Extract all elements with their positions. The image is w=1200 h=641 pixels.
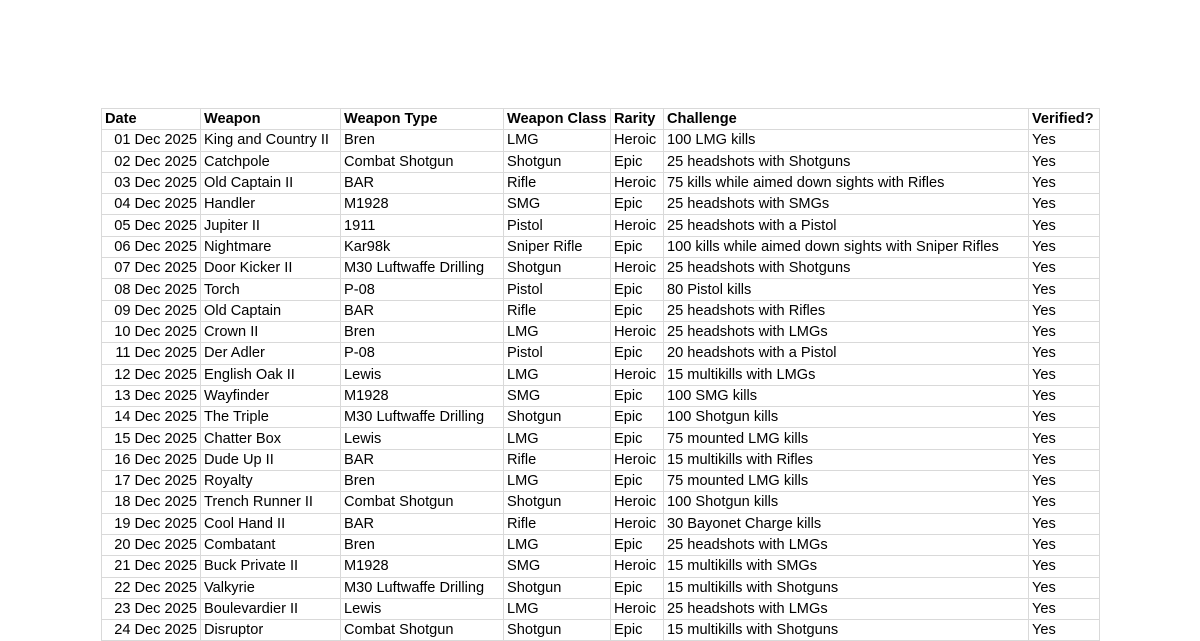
weapon-cell: Door Kicker II [201, 258, 341, 279]
challenge-cell: 75 kills while aimed down sights with Rifles [664, 172, 1029, 193]
table-row [102, 471, 1100, 492]
verified-cell: Yes [1029, 428, 1100, 449]
date-cell: 24 Dec 2025 [102, 620, 201, 641]
weapon-type-cell: BAR [341, 449, 504, 470]
table-row [102, 321, 1100, 342]
weapon-type-cell: Kar98k [341, 236, 504, 257]
weapon-type-cell: Combat Shotgun [341, 151, 504, 172]
weapon-class-cell: Shotgun [504, 407, 611, 428]
table-row [102, 407, 1100, 428]
weapon-class-cell: Pistol [504, 215, 611, 236]
weapon-cell: Valkyrie [201, 577, 341, 598]
table-row [102, 258, 1100, 279]
verified-cell: Yes [1029, 343, 1100, 364]
column-header-weapon-class: Weapon Class [504, 109, 611, 130]
challenge-cell: 25 headshots with a Pistol [664, 215, 1029, 236]
weapon-cell: Old Captain II [201, 172, 341, 193]
rarity-cell: Epic [611, 151, 664, 172]
spreadsheet-page [101, 108, 1099, 641]
weapon-cell: Torch [201, 279, 341, 300]
weapon-type-cell: M30 Luftwaffe Drilling [341, 258, 504, 279]
table-row [102, 279, 1100, 300]
verified-cell: Yes [1029, 471, 1100, 492]
column-header-date: Date [102, 109, 201, 130]
weapon-class-cell: SMG [504, 556, 611, 577]
rarity-cell: Epic [611, 407, 664, 428]
rarity-cell: Epic [611, 194, 664, 215]
challenge-cell: 25 headshots with LMGs [664, 598, 1029, 619]
date-cell: 11 Dec 2025 [102, 343, 201, 364]
weapon-class-cell: LMG [504, 130, 611, 151]
weapon-cell: Chatter Box [201, 428, 341, 449]
rarity-cell: Epic [611, 534, 664, 555]
weapon-class-cell: SMG [504, 385, 611, 406]
weapon-cell: Cool Hand II [201, 513, 341, 534]
weapon-cell: Old Captain [201, 300, 341, 321]
weapon-type-cell: 1911 [341, 215, 504, 236]
weapon-class-cell: Shotgun [504, 258, 611, 279]
table-row [102, 449, 1100, 470]
weapon-type-cell: Bren [341, 130, 504, 151]
table-row [102, 556, 1100, 577]
verified-cell: Yes [1029, 215, 1100, 236]
verified-cell: Yes [1029, 151, 1100, 172]
verified-cell: Yes [1029, 492, 1100, 513]
weapon-cell: Disruptor [201, 620, 341, 641]
challenge-cell: 100 Shotgun kills [664, 492, 1029, 513]
weapon-class-cell: Rifle [504, 172, 611, 193]
weapon-class-cell: SMG [504, 194, 611, 215]
rarity-cell: Heroic [611, 130, 664, 151]
table-row [102, 236, 1100, 257]
verified-cell: Yes [1029, 279, 1100, 300]
table-body [102, 130, 1100, 641]
date-cell: 19 Dec 2025 [102, 513, 201, 534]
challenge-cell: 15 multikills with Shotguns [664, 577, 1029, 598]
rarity-cell: Heroic [611, 321, 664, 342]
weapon-type-cell: Combat Shotgun [341, 492, 504, 513]
verified-cell: Yes [1029, 194, 1100, 215]
table-row [102, 598, 1100, 619]
verified-cell: Yes [1029, 130, 1100, 151]
challenge-cell: 80 Pistol kills [664, 279, 1029, 300]
column-header-verified: Verified? [1029, 109, 1100, 130]
rarity-cell: Epic [611, 300, 664, 321]
table-row [102, 513, 1100, 534]
table-row [102, 215, 1100, 236]
weapon-class-cell: Pistol [504, 343, 611, 364]
rarity-cell: Epic [611, 279, 664, 300]
date-cell: 21 Dec 2025 [102, 556, 201, 577]
weapon-cell: Buck Private II [201, 556, 341, 577]
date-cell: 15 Dec 2025 [102, 428, 201, 449]
date-cell: 14 Dec 2025 [102, 407, 201, 428]
verified-cell: Yes [1029, 534, 1100, 555]
rarity-cell: Heroic [611, 258, 664, 279]
date-cell: 10 Dec 2025 [102, 321, 201, 342]
weapon-cell: The Triple [201, 407, 341, 428]
table-row [102, 620, 1100, 641]
weapon-type-cell: Lewis [341, 428, 504, 449]
verified-cell: Yes [1029, 364, 1100, 385]
challenge-cell: 100 SMG kills [664, 385, 1029, 406]
weapon-cell: King and Country II [201, 130, 341, 151]
date-cell: 06 Dec 2025 [102, 236, 201, 257]
weapon-class-cell: Shotgun [504, 620, 611, 641]
challenge-cell: 25 headshots with Shotguns [664, 151, 1029, 172]
weapon-class-cell: Rifle [504, 449, 611, 470]
verified-cell: Yes [1029, 172, 1100, 193]
weapon-type-cell: P-08 [341, 343, 504, 364]
verified-cell: Yes [1029, 577, 1100, 598]
rarity-cell: Heroic [611, 215, 664, 236]
weapon-type-cell: M1928 [341, 194, 504, 215]
weapon-type-cell: M1928 [341, 556, 504, 577]
weapon-class-cell: LMG [504, 598, 611, 619]
rarity-cell: Epic [611, 428, 664, 449]
date-cell: 12 Dec 2025 [102, 364, 201, 385]
table-row [102, 364, 1100, 385]
rarity-cell: Epic [611, 620, 664, 641]
date-cell: 17 Dec 2025 [102, 471, 201, 492]
verified-cell: Yes [1029, 556, 1100, 577]
weapon-class-cell: Rifle [504, 300, 611, 321]
column-header-weapon-type: Weapon Type [341, 109, 504, 130]
rarity-cell: Heroic [611, 172, 664, 193]
challenge-cell: 25 headshots with LMGs [664, 534, 1029, 555]
weapon-cell: Catchpole [201, 151, 341, 172]
weapon-type-cell: Bren [341, 321, 504, 342]
verified-cell: Yes [1029, 236, 1100, 257]
date-cell: 05 Dec 2025 [102, 215, 201, 236]
weapon-class-cell: LMG [504, 471, 611, 492]
date-cell: 13 Dec 2025 [102, 385, 201, 406]
date-cell: 09 Dec 2025 [102, 300, 201, 321]
challenge-cell: 15 multikills with Rifles [664, 449, 1029, 470]
verified-cell: Yes [1029, 258, 1100, 279]
weapon-cell: Trench Runner II [201, 492, 341, 513]
table-row [102, 534, 1100, 555]
weapon-cell: Boulevardier II [201, 598, 341, 619]
date-cell: 20 Dec 2025 [102, 534, 201, 555]
weapon-type-cell: Combat Shotgun [341, 620, 504, 641]
weapon-type-cell: M30 Luftwaffe Drilling [341, 407, 504, 428]
table-row [102, 194, 1100, 215]
weapon-class-cell: Sniper Rifle [504, 236, 611, 257]
rarity-cell: Heroic [611, 449, 664, 470]
date-cell: 03 Dec 2025 [102, 172, 201, 193]
weapon-class-cell: Shotgun [504, 151, 611, 172]
date-cell: 23 Dec 2025 [102, 598, 201, 619]
challenge-cell: 75 mounted LMG kills [664, 428, 1029, 449]
challenge-cell: 15 multikills with Shotguns [664, 620, 1029, 641]
header-row [102, 109, 1100, 130]
weapon-type-cell: Lewis [341, 598, 504, 619]
challenge-cell: 30 Bayonet Charge kills [664, 513, 1029, 534]
weapon-type-cell: BAR [341, 513, 504, 534]
date-cell: 04 Dec 2025 [102, 194, 201, 215]
weapon-type-cell: P-08 [341, 279, 504, 300]
table-row [102, 385, 1100, 406]
rarity-cell: Heroic [611, 364, 664, 385]
challenge-cell: 15 multikills with SMGs [664, 556, 1029, 577]
column-header-challenge: Challenge [664, 109, 1029, 130]
weapon-cell: Wayfinder [201, 385, 341, 406]
weapon-class-cell: Rifle [504, 513, 611, 534]
challenge-cell: 20 headshots with a Pistol [664, 343, 1029, 364]
rarity-cell: Epic [611, 236, 664, 257]
rarity-cell: Epic [611, 471, 664, 492]
date-cell: 07 Dec 2025 [102, 258, 201, 279]
weapon-type-cell: M30 Luftwaffe Drilling [341, 577, 504, 598]
weapon-cell: Combatant [201, 534, 341, 555]
challenge-cell: 100 LMG kills [664, 130, 1029, 151]
weapon-class-cell: Shotgun [504, 492, 611, 513]
weapon-cell: Handler [201, 194, 341, 215]
rarity-cell: Epic [611, 385, 664, 406]
weapons-table [101, 108, 1100, 641]
challenge-cell: 25 headshots with Rifles [664, 300, 1029, 321]
weapon-cell: Dude Up II [201, 449, 341, 470]
challenge-cell: 25 headshots with SMGs [664, 194, 1029, 215]
column-header-rarity: Rarity [611, 109, 664, 130]
table-row [102, 130, 1100, 151]
table-row [102, 428, 1100, 449]
table-row [102, 151, 1100, 172]
weapon-type-cell: Bren [341, 534, 504, 555]
weapon-class-cell: LMG [504, 364, 611, 385]
verified-cell: Yes [1029, 385, 1100, 406]
rarity-cell: Heroic [611, 513, 664, 534]
table-row [102, 300, 1100, 321]
weapon-type-cell: Bren [341, 471, 504, 492]
date-cell: 02 Dec 2025 [102, 151, 201, 172]
weapon-cell: English Oak II [201, 364, 341, 385]
weapon-type-cell: Lewis [341, 364, 504, 385]
table-row [102, 172, 1100, 193]
verified-cell: Yes [1029, 513, 1100, 534]
challenge-cell: 15 multikills with LMGs [664, 364, 1029, 385]
weapon-type-cell: BAR [341, 300, 504, 321]
weapon-cell: Der Adler [201, 343, 341, 364]
column-header-weapon: Weapon [201, 109, 341, 130]
weapon-type-cell: M1928 [341, 385, 504, 406]
weapon-cell: Royalty [201, 471, 341, 492]
rarity-cell: Heroic [611, 492, 664, 513]
rarity-cell: Epic [611, 343, 664, 364]
date-cell: 22 Dec 2025 [102, 577, 201, 598]
weapon-class-cell: LMG [504, 321, 611, 342]
weapon-cell: Nightmare [201, 236, 341, 257]
weapon-class-cell: LMG [504, 428, 611, 449]
date-cell: 08 Dec 2025 [102, 279, 201, 300]
challenge-cell: 25 headshots with LMGs [664, 321, 1029, 342]
challenge-cell: 75 mounted LMG kills [664, 471, 1029, 492]
weapon-class-cell: LMG [504, 534, 611, 555]
date-cell: 16 Dec 2025 [102, 449, 201, 470]
weapon-type-cell: BAR [341, 172, 504, 193]
challenge-cell: 25 headshots with Shotguns [664, 258, 1029, 279]
date-cell: 18 Dec 2025 [102, 492, 201, 513]
table-row [102, 492, 1100, 513]
verified-cell: Yes [1029, 620, 1100, 641]
rarity-cell: Heroic [611, 556, 664, 577]
rarity-cell: Epic [611, 577, 664, 598]
rarity-cell: Heroic [611, 598, 664, 619]
challenge-cell: 100 Shotgun kills [664, 407, 1029, 428]
date-cell: 01 Dec 2025 [102, 130, 201, 151]
table-row [102, 343, 1100, 364]
weapon-cell: Crown II [201, 321, 341, 342]
verified-cell: Yes [1029, 598, 1100, 619]
verified-cell: Yes [1029, 300, 1100, 321]
table-row [102, 577, 1100, 598]
weapon-cell: Jupiter II [201, 215, 341, 236]
verified-cell: Yes [1029, 407, 1100, 428]
verified-cell: Yes [1029, 321, 1100, 342]
weapon-class-cell: Pistol [504, 279, 611, 300]
weapon-class-cell: Shotgun [504, 577, 611, 598]
challenge-cell: 100 kills while aimed down sights with Sniper Rifles [664, 236, 1029, 257]
verified-cell: Yes [1029, 449, 1100, 470]
